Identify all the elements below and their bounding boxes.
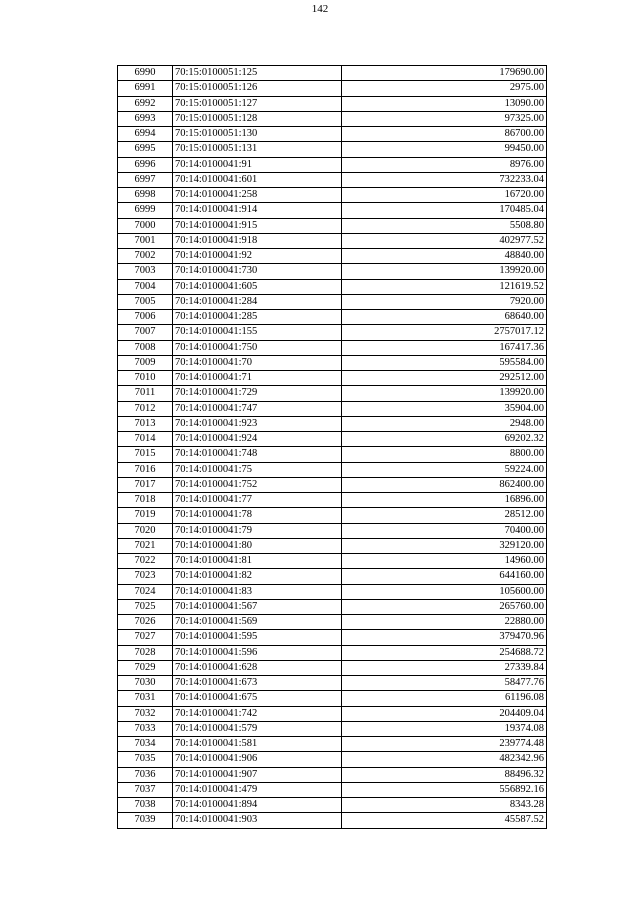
cadastral-number-cell: 70:14:0100041:675 [173,691,342,706]
cadastral-number-cell: 70:14:0100041:729 [173,386,342,401]
row-number-cell: 7001 [118,233,173,248]
table-row [118,416,547,431]
table-row [118,767,547,782]
value-cell: 48840.00 [342,249,547,264]
row-number-cell: 7009 [118,355,173,370]
cadastral-number-cell: 70:14:0100041:918 [173,233,342,248]
table-row [118,615,547,630]
row-number-cell: 7003 [118,264,173,279]
value-cell: 8800.00 [342,447,547,462]
row-number-cell: 6990 [118,66,173,81]
table-row [118,447,547,462]
value-cell: 167417.36 [342,340,547,355]
value-cell: 170485.04 [342,203,547,218]
value-cell: 292512.00 [342,371,547,386]
value-cell: 139920.00 [342,264,547,279]
table-row [118,310,547,325]
table-row [118,782,547,797]
cadastral-number-cell: 70:14:0100041:907 [173,767,342,782]
value-cell: 644160.00 [342,569,547,584]
cadastral-number-cell: 70:14:0100041:82 [173,569,342,584]
table-row [118,325,547,340]
table-row [118,386,547,401]
value-cell: 732233.04 [342,172,547,187]
table-row [118,599,547,614]
table-row [118,798,547,813]
table-row [118,127,547,142]
table-row [118,249,547,264]
table-row [118,157,547,172]
value-cell: 70400.00 [342,523,547,538]
cadastral-number-cell: 70:14:0100041:581 [173,737,342,752]
cadastral-number-cell: 70:14:0100041:605 [173,279,342,294]
row-number-cell: 7010 [118,371,173,386]
cadastral-number-cell: 70:14:0100041:567 [173,599,342,614]
value-cell: 45587.52 [342,813,547,828]
row-number-cell: 7002 [118,249,173,264]
row-number-cell: 6996 [118,157,173,172]
cadastral-number-cell: 70:14:0100041:91 [173,157,342,172]
table-row [118,508,547,523]
table-row [118,630,547,645]
row-number-cell: 6992 [118,96,173,111]
value-cell: 482342.96 [342,752,547,767]
table-row [118,660,547,675]
value-cell: 5508.80 [342,218,547,233]
table-row [118,371,547,386]
row-number-cell: 7030 [118,676,173,691]
row-number-cell: 7021 [118,538,173,553]
row-number-cell: 7035 [118,752,173,767]
cadastral-number-cell: 70:14:0100041:78 [173,508,342,523]
cadastral-number-cell: 70:14:0100041:258 [173,188,342,203]
table-row [118,233,547,248]
value-cell: 7920.00 [342,294,547,309]
table-row [118,691,547,706]
cadastral-number-cell: 70:15:0100051:127 [173,96,342,111]
row-number-cell: 7018 [118,493,173,508]
cadastral-number-cell: 70:14:0100041:906 [173,752,342,767]
value-cell: 58477.76 [342,676,547,691]
value-cell: 22880.00 [342,615,547,630]
table-row [118,721,547,736]
row-number-cell: 7023 [118,569,173,584]
value-cell: 2975.00 [342,81,547,96]
value-cell: 27339.84 [342,660,547,675]
row-number-cell: 7032 [118,706,173,721]
row-number-cell: 7037 [118,782,173,797]
value-cell: 68640.00 [342,310,547,325]
cadastral-number-cell: 70:14:0100041:479 [173,782,342,797]
cadastral-number-cell: 70:14:0100041:75 [173,462,342,477]
row-number-cell: 6999 [118,203,173,218]
cadastral-number-cell: 70:14:0100041:80 [173,538,342,553]
row-number-cell: 7012 [118,401,173,416]
cadastral-number-cell: 70:14:0100041:923 [173,416,342,431]
cadastral-number-cell: 70:14:0100041:628 [173,660,342,675]
table-row [118,401,547,416]
row-number-cell: 7007 [118,325,173,340]
value-cell: 239774.48 [342,737,547,752]
table-row [118,523,547,538]
value-cell: 265760.00 [342,599,547,614]
row-number-cell: 6994 [118,127,173,142]
table-row [118,218,547,233]
value-cell: 69202.32 [342,432,547,447]
value-cell: 97325.00 [342,111,547,126]
value-cell: 88496.32 [342,767,547,782]
cadastral-number-cell: 70:14:0100041:579 [173,721,342,736]
cadastral-number-cell: 70:14:0100041:730 [173,264,342,279]
value-cell: 28512.00 [342,508,547,523]
cadastral-number-cell: 70:14:0100041:77 [173,493,342,508]
row-number-cell: 7011 [118,386,173,401]
value-cell: 13090.00 [342,96,547,111]
table-row [118,737,547,752]
table-row [118,569,547,584]
cadastral-number-cell: 70:14:0100041:595 [173,630,342,645]
table-body [118,66,547,829]
table-row [118,188,547,203]
cadastral-number-cell: 70:15:0100051:130 [173,127,342,142]
row-number-cell: 6991 [118,81,173,96]
row-number-cell: 7039 [118,813,173,828]
data-table [117,65,547,829]
value-cell: 8343.28 [342,798,547,813]
table-row [118,752,547,767]
table-row [118,432,547,447]
value-cell: 862400.00 [342,477,547,492]
value-cell: 121619.52 [342,279,547,294]
cadastral-number-cell: 70:15:0100051:126 [173,81,342,96]
row-number-cell: 7019 [118,508,173,523]
table-row [118,203,547,218]
value-cell: 35904.00 [342,401,547,416]
row-number-cell: 7031 [118,691,173,706]
row-number-cell: 7000 [118,218,173,233]
value-cell: 59224.00 [342,462,547,477]
cadastral-number-cell: 70:14:0100041:285 [173,310,342,325]
value-cell: 204409.04 [342,706,547,721]
table-row [118,172,547,187]
value-cell: 16720.00 [342,188,547,203]
table-row [118,676,547,691]
table-row [118,462,547,477]
row-number-cell: 7024 [118,584,173,599]
value-cell: 2757017.12 [342,325,547,340]
row-number-cell: 6998 [118,188,173,203]
value-cell: 105600.00 [342,584,547,599]
page-number: 142 [311,3,329,15]
row-number-cell: 7005 [118,294,173,309]
value-cell: 86700.00 [342,127,547,142]
value-cell: 99450.00 [342,142,547,157]
row-number-cell: 7008 [118,340,173,355]
row-number-cell: 7004 [118,279,173,294]
row-number-cell: 7015 [118,447,173,462]
cadastral-number-cell: 70:14:0100041:92 [173,249,342,264]
cadastral-number-cell: 70:14:0100041:155 [173,325,342,340]
value-cell: 179690.00 [342,66,547,81]
value-cell: 379470.96 [342,630,547,645]
row-number-cell: 7033 [118,721,173,736]
cadastral-number-cell: 70:14:0100041:748 [173,447,342,462]
value-cell: 402977.52 [342,233,547,248]
table-row [118,584,547,599]
table-row [118,706,547,721]
row-number-cell: 7020 [118,523,173,538]
value-cell: 556892.16 [342,782,547,797]
value-cell: 139920.00 [342,386,547,401]
cadastral-number-cell: 70:14:0100041:83 [173,584,342,599]
table-row [118,294,547,309]
row-number-cell: 7027 [118,630,173,645]
table-row [118,81,547,96]
row-number-cell: 7022 [118,554,173,569]
table-row [118,477,547,492]
cadastral-number-cell: 70:14:0100041:903 [173,813,342,828]
table-row [118,538,547,553]
row-number-cell: 7026 [118,615,173,630]
value-cell: 16896.00 [342,493,547,508]
value-cell: 254688.72 [342,645,547,660]
table-row [118,813,547,828]
row-number-cell: 7013 [118,416,173,431]
cadastral-number-cell: 70:14:0100041:601 [173,172,342,187]
cadastral-number-cell: 70:14:0100041:596 [173,645,342,660]
value-cell: 19374.08 [342,721,547,736]
cadastral-number-cell: 70:15:0100051:125 [173,66,342,81]
row-number-cell: 6997 [118,172,173,187]
cadastral-number-cell: 70:15:0100051:131 [173,142,342,157]
value-cell: 8976.00 [342,157,547,172]
table-row [118,142,547,157]
cadastral-number-cell: 70:14:0100041:742 [173,706,342,721]
value-cell: 14960.00 [342,554,547,569]
cadastral-number-cell: 70:14:0100041:569 [173,615,342,630]
table-row [118,279,547,294]
table-row [118,355,547,370]
value-cell: 595584.00 [342,355,547,370]
cadastral-number-cell: 70:14:0100041:284 [173,294,342,309]
table-row [118,66,547,81]
table-row [118,645,547,660]
row-number-cell: 7036 [118,767,173,782]
cadastral-number-cell: 70:14:0100041:752 [173,477,342,492]
table-row [118,493,547,508]
cadastral-number-cell: 70:14:0100041:914 [173,203,342,218]
row-number-cell: 7029 [118,660,173,675]
row-number-cell: 7028 [118,645,173,660]
row-number-cell: 6993 [118,111,173,126]
table-row [118,264,547,279]
row-number-cell: 7016 [118,462,173,477]
table-row [118,96,547,111]
cadastral-number-cell: 70:15:0100051:128 [173,111,342,126]
row-number-cell: 7014 [118,432,173,447]
cadastral-number-cell: 70:14:0100041:71 [173,371,342,386]
cadastral-number-cell: 70:14:0100041:70 [173,355,342,370]
row-number-cell: 7025 [118,599,173,614]
value-cell: 61196.08 [342,691,547,706]
row-number-cell: 7038 [118,798,173,813]
table-row [118,111,547,126]
cadastral-number-cell: 70:14:0100041:747 [173,401,342,416]
table-row [118,340,547,355]
cadastral-number-cell: 70:14:0100041:673 [173,676,342,691]
value-cell: 329120.00 [342,538,547,553]
value-cell: 2948.00 [342,416,547,431]
cadastral-number-cell: 70:14:0100041:750 [173,340,342,355]
row-number-cell: 7034 [118,737,173,752]
cadastral-number-cell: 70:14:0100041:915 [173,218,342,233]
cadastral-number-cell: 70:14:0100041:79 [173,523,342,538]
cadastral-number-cell: 70:14:0100041:81 [173,554,342,569]
cadastral-number-cell: 70:14:0100041:894 [173,798,342,813]
table-row [118,554,547,569]
row-number-cell: 6995 [118,142,173,157]
row-number-cell: 7006 [118,310,173,325]
cadastral-number-cell: 70:14:0100041:924 [173,432,342,447]
row-number-cell: 7017 [118,477,173,492]
